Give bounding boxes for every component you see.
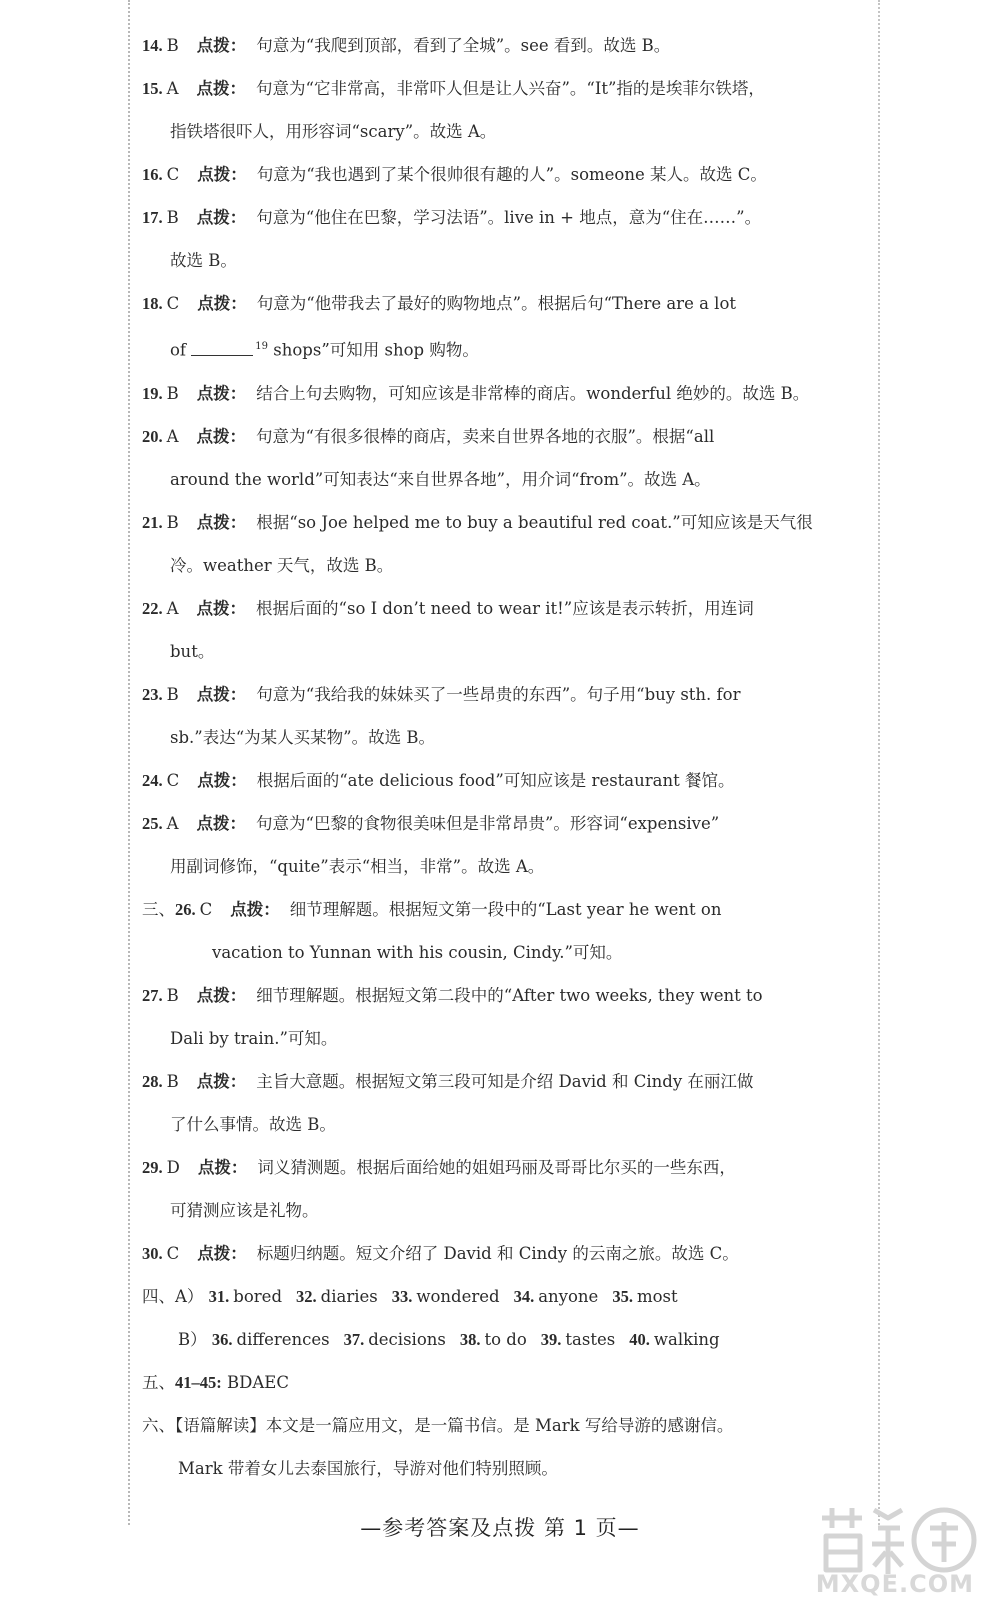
answer-content <box>142 24 867 1490</box>
tip-label: 点拨： <box>197 770 247 790</box>
tip-label: 点拨： <box>196 79 247 98</box>
fill-answer <box>629 1330 719 1349</box>
answer-word: walking <box>653 1329 720 1349</box>
answer-list-part2 <box>142 974 867 1275</box>
tip-label: 点拨： <box>196 985 247 1005</box>
answer-item <box>142 153 867 196</box>
item-number: 23. <box>142 684 163 704</box>
answer-item <box>142 196 867 282</box>
left-margin-rule <box>128 0 130 1525</box>
answer-item <box>142 24 867 67</box>
item-answer: B <box>166 512 179 532</box>
answer-item <box>142 587 867 673</box>
item-number: 31. <box>208 1286 230 1306</box>
explanation-line: 句意为“它非常高，非常吓人但是让人兴奋”。“It”指的是埃菲尔铁塔， <box>256 79 765 98</box>
item-answer: A <box>166 813 179 833</box>
page-footer: —参考答案及点拨 第 1 页— <box>360 1516 640 1540</box>
fill-answer <box>612 1287 677 1306</box>
tip-label: 点拨： <box>230 899 280 919</box>
explanation-line: 主旨大意题。根据短文第三段可知是介绍 David 和 Cindy 在丽江做 <box>256 1071 754 1091</box>
tip-label: 点拨： <box>197 1243 247 1263</box>
explanation-line: 句意为“他带我去了最好的购物地点”。根据后句“There are a lot <box>256 294 737 313</box>
answer-word: tastes <box>565 1329 616 1349</box>
answer-word: to do <box>484 1329 527 1349</box>
answer-item <box>142 759 867 802</box>
answer-item <box>142 1146 867 1232</box>
item-number: 28. <box>142 1071 163 1091</box>
item-number: 38. <box>459 1329 481 1349</box>
tip-label: 点拨： <box>196 426 247 446</box>
item-number: 39. <box>540 1329 562 1349</box>
tip-label: 点拨： <box>196 1071 247 1091</box>
section-5-row <box>142 1361 867 1404</box>
tip-label: 点拨： <box>196 208 247 227</box>
answer-item <box>142 415 867 501</box>
explanation-line: vacation to Yunnan with his cousin, Cindy.”可知。 <box>212 942 623 962</box>
item-answer: B <box>166 1071 179 1091</box>
explanation-line: sb.”表达“为某人买某物”。故选 B。 <box>170 727 435 747</box>
answer-word: anyone <box>538 1286 599 1306</box>
item-number: 36. <box>211 1329 233 1349</box>
passage-summary-line: Mark 带着女儿去泰国旅行，导游对他们特别照顾。 <box>178 1458 558 1478</box>
section-label: 三、 <box>142 899 175 919</box>
fill-answer <box>392 1287 500 1306</box>
item-answer: A <box>166 426 179 446</box>
section-label: 五、 <box>142 1372 175 1392</box>
item-number: 20. <box>142 426 163 446</box>
tip-label: 点拨： <box>197 294 247 313</box>
explanation-line: 句意为“我也遇到了某个很帅很有趣的人”。someone 某人。故选 C。 <box>256 165 767 184</box>
item-answer: B <box>166 36 179 55</box>
explanation-line: 指铁塔很吓人，用形容词“scary”。故选 A。 <box>170 122 497 141</box>
item-answer: A <box>166 79 179 98</box>
item-number: 30. <box>142 1243 163 1263</box>
item-number: 17. <box>142 208 163 227</box>
right-margin-rule <box>878 0 880 1525</box>
item-number: 26. <box>175 899 196 919</box>
item-number: 25. <box>142 813 163 833</box>
item-number: 24. <box>142 770 163 790</box>
answer-item <box>142 282 867 372</box>
item-answer: C <box>166 770 180 790</box>
fill-blank <box>191 341 253 356</box>
item-answer: B <box>166 684 179 704</box>
explanation-line: 可猜测应该是礼物。 <box>170 1200 319 1220</box>
item-answer: B <box>166 383 179 403</box>
tip-label: 点拨： <box>196 598 247 618</box>
section-label: 四、A） <box>142 1286 204 1306</box>
fill-answer <box>209 1287 282 1306</box>
explanation-line: 用副词修饰，“quite”表示“相当，非常”。故选 A。 <box>170 856 545 876</box>
fill-answer <box>514 1287 599 1306</box>
item-answer: B <box>166 208 179 227</box>
item-number: 37. <box>343 1329 365 1349</box>
fill-answer <box>344 1330 446 1349</box>
answer-item <box>142 501 867 587</box>
section-3-item-26 <box>142 888 867 974</box>
answer-word: most <box>636 1286 678 1306</box>
answer-item <box>142 1060 867 1146</box>
answer-item <box>142 372 867 415</box>
explanation-line: 冷。weather 天气，故选 B。 <box>170 555 394 575</box>
item-number: 16. <box>142 165 163 184</box>
item-answer: C <box>166 1243 180 1263</box>
tip-label: 点拨： <box>196 512 247 532</box>
explanation-line: 句意为“巴黎的食物很美味但是非常昂贵”。形容词“expensive” <box>256 813 720 833</box>
item-number: 22. <box>142 598 163 618</box>
item-number: 29. <box>142 1157 163 1177</box>
explanation-line: but。 <box>170 641 215 661</box>
section-label: 六、 <box>142 1415 175 1435</box>
tip-label: 点拨： <box>196 813 247 833</box>
fill-answer <box>541 1330 615 1349</box>
answer-word: diaries <box>320 1286 378 1306</box>
fill-answer <box>212 1330 330 1349</box>
section-label: B） <box>178 1329 207 1349</box>
explanation-line: 句意为“有很多很棒的商店，卖来自世界各地的衣服”。根据“all <box>256 426 715 446</box>
explanation-line: 根据后面的“ate delicious food”可知应该是 restaurant 餐馆。 <box>256 770 735 790</box>
explanation-line: 结合上句去购物，可知应该是非常棒的商店。wonderful 绝妙的。故选 B。 <box>256 383 810 403</box>
answer-item <box>142 802 867 888</box>
explanation-line: shops”可知用 shop 购物。 <box>268 340 479 360</box>
answer-item <box>142 974 867 1060</box>
blank-number: 19 <box>255 341 269 352</box>
item-answer: C <box>166 165 180 184</box>
tip-label: 点拨： <box>197 1157 248 1177</box>
item-number: 41–45: <box>175 1372 222 1392</box>
item-number: 15. <box>142 79 163 98</box>
explanation-line: 细节理解题。根据短文第一段中的“Last year he went on <box>289 899 722 919</box>
answer-item <box>142 1232 867 1275</box>
explanation-line: 了什么事情。故选 B。 <box>170 1114 336 1134</box>
item-number: 34. <box>513 1286 535 1306</box>
item-number: 27. <box>142 985 163 1005</box>
item-number: 21. <box>142 512 163 532</box>
explanation-line: of <box>170 340 192 360</box>
section-4a-row <box>142 1275 867 1318</box>
explanation-line: Dali by train.”可知。 <box>170 1028 338 1048</box>
explanation-line: 句意为“他住在巴黎，学习法语”。live in + 地点，意为“住在……”。 <box>256 208 762 227</box>
answer-list-part1 <box>142 24 867 888</box>
item-number: 33. <box>391 1286 413 1306</box>
explanation-line: around the world”可知表达“来自世界各地”，用介词“from”。故选 A。 <box>170 469 711 489</box>
tip-label: 点拨： <box>196 684 247 704</box>
section-4b-row <box>142 1318 867 1361</box>
explanation-line: 句意为“我爬到顶部，看到了全城”。see 看到。故选 B。 <box>256 36 671 55</box>
item-number: 35. <box>612 1286 633 1306</box>
item-number: 14. <box>142 36 163 55</box>
item-number: 32. <box>296 1286 317 1306</box>
explanation-line: 故选 B。 <box>170 251 237 270</box>
passage-summary-line: 【语篇解读】本文是一篇应用文，是一篇书信。是 Mark 写给导游的感谢信。 <box>175 1415 734 1435</box>
explanation-line: 根据“so Joe helped me to buy a beautiful red coat.”可知应该是天气很 <box>256 512 813 532</box>
item-number: 19. <box>142 383 163 403</box>
answer-item <box>142 67 867 153</box>
section-6-row <box>142 1404 867 1490</box>
answer-word: bored <box>233 1286 283 1306</box>
explanation-line: 句意为“我给我的妹妹买了一些昂贵的东西”。句子用“buy sth. for <box>256 684 741 704</box>
answer-word: differences <box>236 1329 330 1349</box>
item-answer: D <box>166 1157 180 1177</box>
fill-answer <box>460 1330 527 1349</box>
explanation-line: 细节理解题。根据短文第二段中的“After two weeks, they went to <box>256 985 763 1005</box>
item-number: 40. <box>629 1329 650 1349</box>
tip-label: 点拨： <box>196 36 247 55</box>
item-answer: B <box>166 985 179 1005</box>
item-answer: C <box>199 899 213 919</box>
tip-label: 点拨： <box>197 165 247 184</box>
answer-sequence: BDAEC <box>227 1372 289 1392</box>
item-number: 18. <box>142 294 163 313</box>
explanation-line: 词义猜测题。根据后面给她的姐姐玛丽及哥哥比尔买的一些东西， <box>257 1157 736 1177</box>
explanation-line: 根据后面的“so I don’t need to wear it!”应该是表示转折，用连词 <box>256 598 754 618</box>
fill-answer <box>296 1287 378 1306</box>
watermark-url: MXQE.COM <box>815 1570 974 1598</box>
answer-item <box>142 673 867 759</box>
answer-word: decisions <box>368 1329 446 1349</box>
item-answer: C <box>166 294 180 313</box>
explanation-line: 标题归纳题。短文介绍了 David 和 Cindy 的云南之旅。故选 C。 <box>256 1243 739 1263</box>
item-answer: A <box>166 598 179 618</box>
answer-word: wondered <box>416 1286 500 1306</box>
tip-label: 点拨： <box>196 383 247 403</box>
